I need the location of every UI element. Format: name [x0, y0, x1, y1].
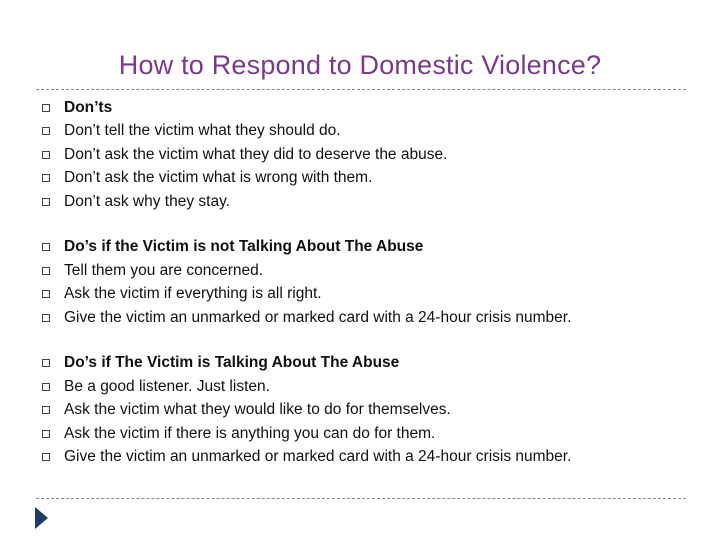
donts-section — [42, 96, 692, 214]
list-item — [42, 446, 692, 470]
top-divider — [36, 89, 686, 90]
list-item — [42, 375, 692, 399]
list-item-text: Don’t tell the victim what they should do. — [64, 122, 341, 140]
square-bullet-icon — [42, 290, 50, 298]
list-item — [42, 283, 692, 307]
play-arrow-icon[interactable] — [35, 507, 48, 529]
square-bullet-icon — [42, 174, 50, 182]
list-item-text: Don’t ask the victim what is wrong with them. — [64, 169, 373, 187]
section-heading: Do’s if The Victim is Talking About The Abuse — [64, 354, 400, 372]
section-heading: Do’s if the Victim is not Talking About The Abuse — [64, 238, 424, 256]
list-item — [42, 143, 692, 167]
square-bullet-icon — [42, 453, 50, 461]
list-item — [42, 259, 692, 283]
list-item — [42, 190, 692, 214]
square-bullet-icon — [42, 314, 50, 322]
square-bullet-icon — [42, 198, 50, 206]
bottom-divider — [36, 498, 686, 499]
square-bullet-icon — [42, 406, 50, 414]
list-item — [42, 120, 692, 144]
list-item-text: Ask the victim if everything is all right. — [64, 285, 322, 303]
square-bullet-icon — [42, 383, 50, 391]
list-item-text: Give the victim an unmarked or marked card with a 24-hour crisis number. — [64, 308, 572, 326]
list-item-text: Tell them you are concerned. — [64, 261, 264, 279]
list-item-text: Don’t ask why they stay. — [64, 192, 230, 210]
list-item — [42, 306, 692, 330]
list-item-text: Ask the victim if there is anything you can do for them. — [64, 424, 436, 442]
dos-not-talking-section — [42, 236, 692, 330]
list-item-text: Ask the victim what they would like to do for themselves. — [64, 401, 451, 419]
section-heading: Don’ts — [64, 98, 113, 116]
list-item-text: Give the victim an unmarked or marked card with a 24-hour crisis number. — [64, 448, 572, 466]
list-item — [42, 399, 692, 423]
square-bullet-icon — [42, 151, 50, 159]
square-bullet-icon — [42, 430, 50, 438]
list-item — [42, 167, 692, 191]
list-item — [42, 96, 692, 120]
list-item — [42, 352, 692, 376]
square-bullet-icon — [42, 104, 50, 112]
list-item — [42, 236, 692, 260]
square-bullet-icon — [42, 359, 50, 367]
dos-talking-section — [42, 352, 692, 470]
list-item-text: Don’t ask the victim what they did to deserve the abuse. — [64, 145, 448, 163]
slide-title: How to Respond to Domestic Violence? — [118, 50, 602, 80]
slide-content — [42, 96, 692, 491]
list-item — [42, 422, 692, 446]
square-bullet-icon — [42, 243, 50, 251]
list-item-text: Be a good listener. Just listen. — [64, 377, 270, 395]
square-bullet-icon — [42, 267, 50, 275]
square-bullet-icon — [42, 127, 50, 135]
